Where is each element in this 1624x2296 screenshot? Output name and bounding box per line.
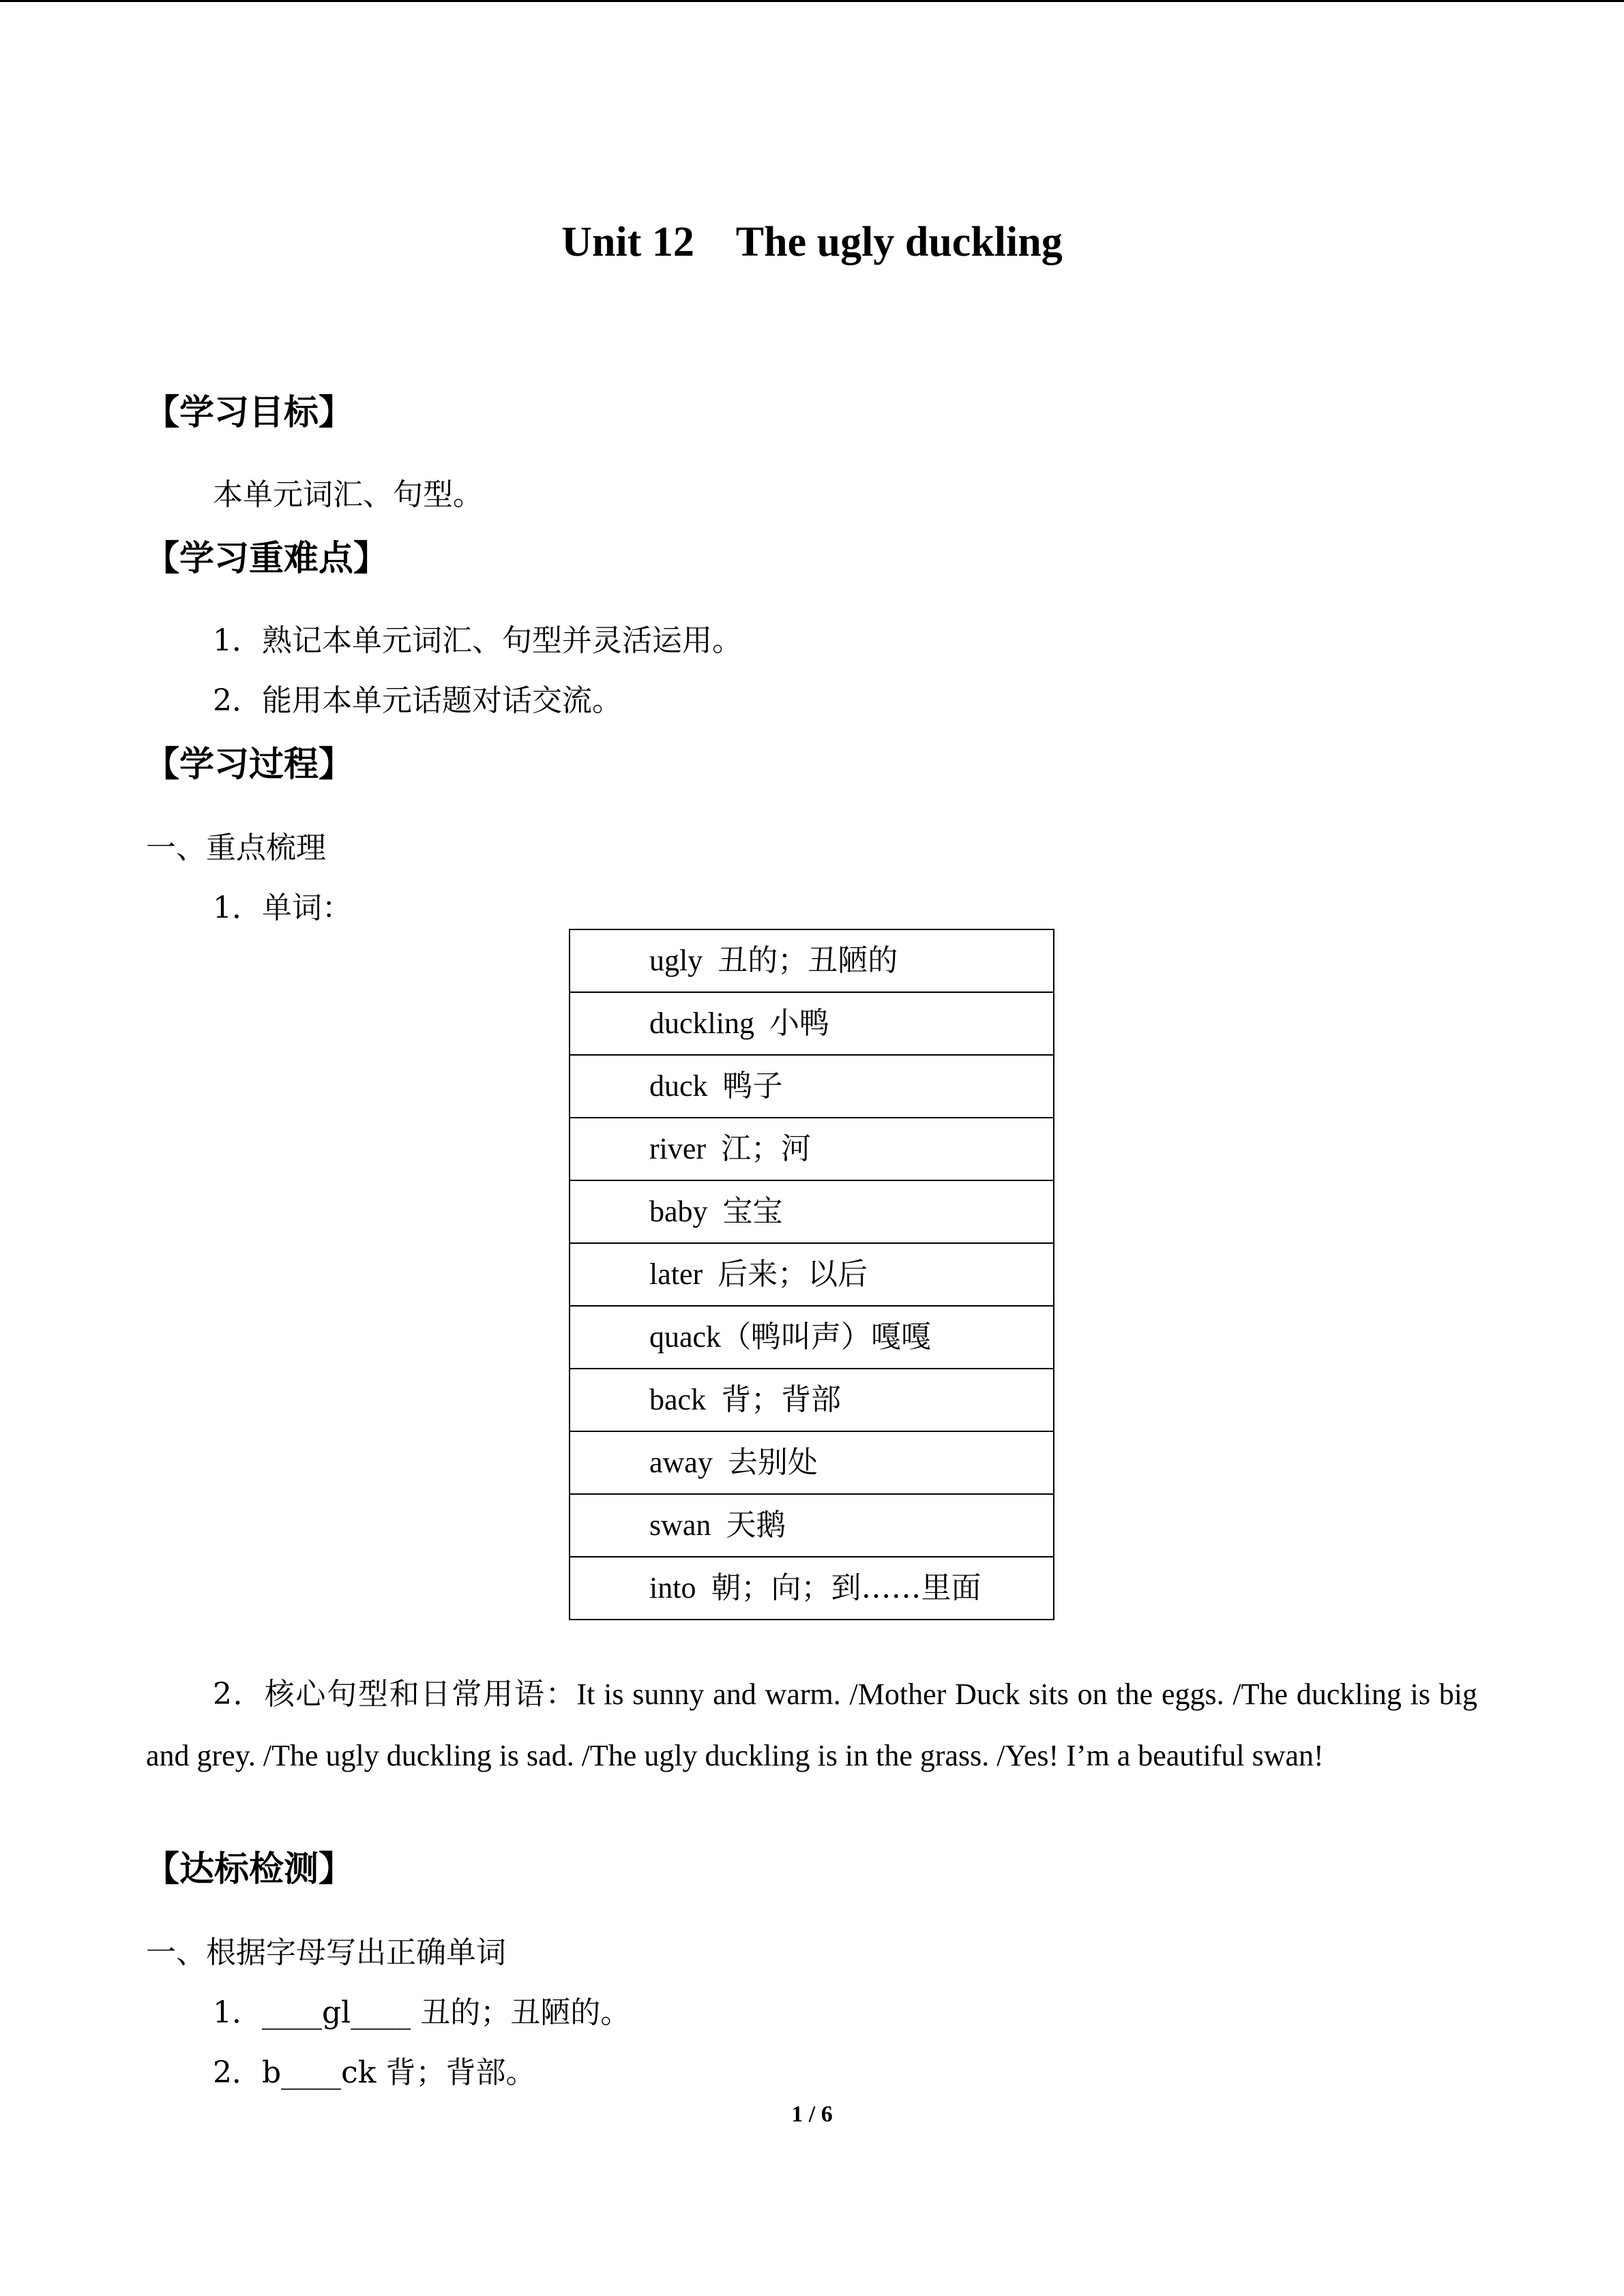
heading-learning-process: 【学习过程】	[145, 745, 354, 785]
vocab-meaning: 天鹅	[726, 1508, 786, 1542]
table-row	[570, 1118, 1054, 1180]
vocab-meaning: 鸭子	[722, 1069, 783, 1103]
vocab-word: away	[649, 1446, 713, 1479]
vocab-cell	[570, 1243, 1054, 1306]
table-row	[570, 1369, 1054, 1431]
vocab-cell	[570, 1306, 1054, 1369]
vocab-word: river	[649, 1132, 707, 1165]
vocab-meaning: 宝宝	[722, 1194, 783, 1229]
vocab-meaning: 朝；向；到……里面	[711, 1570, 981, 1605]
vocab-word: later	[649, 1257, 703, 1291]
table-row	[570, 1431, 1054, 1494]
goals-text: 本单元词汇、句型。	[213, 477, 483, 512]
vocab-word: duck	[649, 1069, 708, 1103]
test-item-1: 1．____gl____ 丑的；丑陋的。	[213, 1995, 631, 2030]
table-row	[570, 1055, 1054, 1118]
key-point-2: 2．能用本单元话题对话交流。	[213, 683, 622, 718]
vocab-word: swan	[649, 1508, 711, 1542]
vocab-cell	[570, 1055, 1054, 1118]
table-row	[570, 1557, 1054, 1620]
vocab-cell	[570, 1494, 1054, 1557]
test-item-2: 2．b____ck 背；背部。	[213, 2055, 536, 2090]
sentences-label: 2．核心句型和日常用语：	[213, 1677, 577, 1712]
vocab-word: back	[649, 1383, 707, 1416]
heading-key-points: 【学习重难点】	[145, 539, 389, 579]
vocab-meaning: 背；背部	[721, 1382, 842, 1417]
vocab-meaning: 后来；以后	[718, 1257, 868, 1292]
heading-assessment: 【达标检测】	[145, 1849, 354, 1890]
table-row	[570, 992, 1054, 1055]
process-subheading: 一、重点梳理	[146, 831, 326, 865]
vocab-meaning: 去别处	[727, 1445, 818, 1480]
vocab-cell	[570, 1557, 1054, 1620]
page-title: Unit 12 The ugly duckling	[561, 219, 1063, 265]
sentences-text: It is sunny and warm. /Mother Duck sits on the eggs. /The duckling is big and grey. /The ugly duckling is sad. /The ugly duckling is in the grass. /Yes! I’m a beautiful swan!	[146, 1678, 1477, 1772]
vocab-cell	[570, 1118, 1054, 1180]
table-row	[570, 1306, 1054, 1369]
vocab-word: baby	[649, 1195, 708, 1228]
top-border-rule	[0, 0, 1624, 2]
vocab-meaning: 小鸭	[769, 1006, 829, 1041]
table-row	[570, 1243, 1054, 1306]
vocab-table	[569, 929, 1054, 1620]
vocab-meaning: （鸭叫声）嘎嘎	[721, 1320, 932, 1354]
vocab-meaning: 丑的；丑陋的	[718, 943, 898, 978]
sentences-paragraph	[146, 1664, 1477, 1787]
vocab-cell	[570, 1180, 1054, 1243]
vocab-cell	[570, 992, 1054, 1055]
vocab-word: quack	[649, 1320, 722, 1354]
vocab-meaning: 江；河	[721, 1131, 812, 1166]
table-row	[570, 1180, 1054, 1243]
table-row	[570, 1494, 1054, 1557]
vocab-word: into	[649, 1571, 696, 1605]
page-number: 1 / 6	[791, 2102, 833, 2127]
key-point-1: 1．熟记本单元词汇、句型并灵活运用。	[213, 623, 742, 658]
table-row	[570, 929, 1054, 992]
vocab-word: ugly	[649, 944, 703, 977]
test-subheading: 一、根据字母写出正确单词	[146, 1935, 506, 1970]
vocab-cell	[570, 1369, 1054, 1431]
heading-learning-goals: 【学习目标】	[145, 393, 354, 433]
vocab-word: duckling	[649, 1007, 754, 1040]
vocab-label: 1．单词：	[213, 891, 352, 925]
vocab-cell	[570, 929, 1054, 992]
vocab-cell	[570, 1431, 1054, 1494]
